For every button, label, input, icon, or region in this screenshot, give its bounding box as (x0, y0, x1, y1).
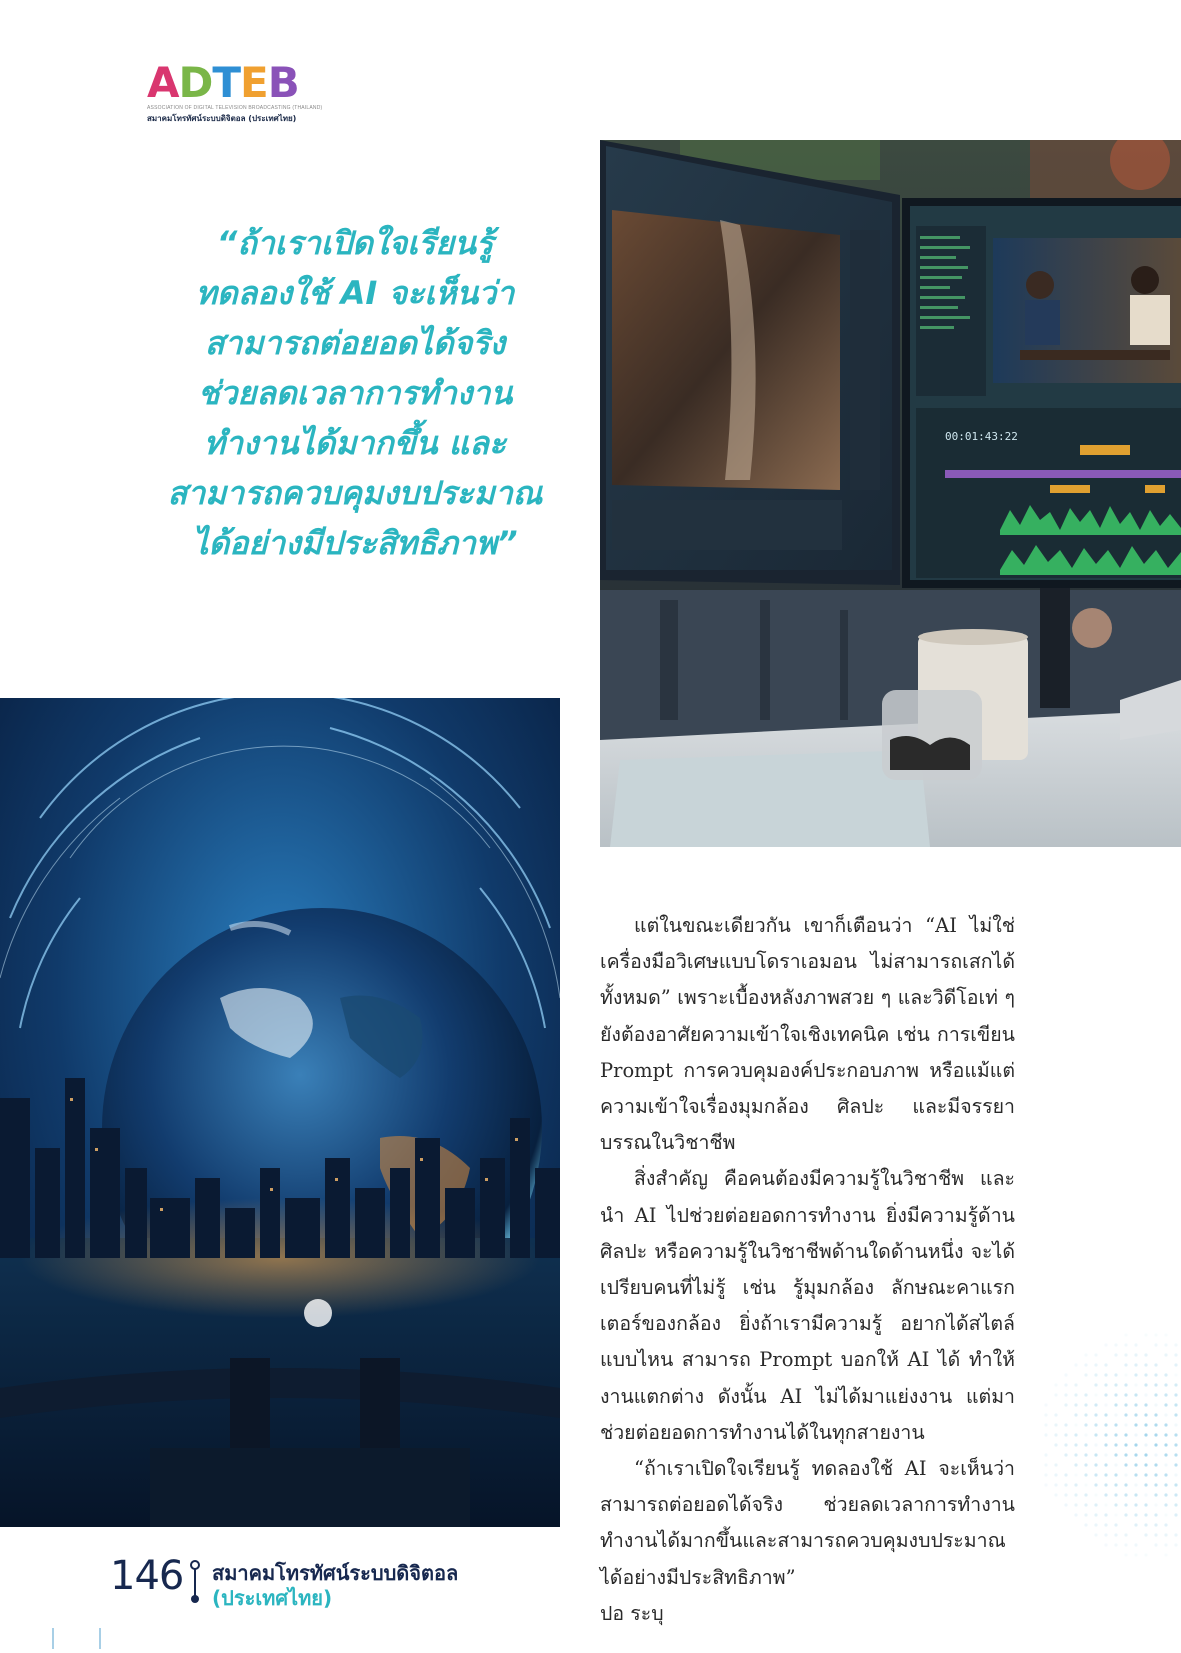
decorative-dot (1074, 1433, 1077, 1436)
decorative-dot (1114, 1513, 1117, 1516)
decorative-dot (1094, 1483, 1097, 1486)
adteb-logo (147, 58, 323, 123)
decorative-dot (1114, 1343, 1117, 1346)
decorative-dot (1064, 1423, 1067, 1426)
decorative-dot (1104, 1523, 1107, 1526)
logo-english-line: ASSOCIATION OF DIGITAL TELEVISION BROADCASTING (THAILAND) (147, 105, 323, 111)
decorative-dot (1104, 1403, 1107, 1406)
decorative-dot (1114, 1483, 1117, 1486)
decorative-dot (1134, 1493, 1137, 1496)
body-paragraph-attribution: ปอ ระบุ (600, 1601, 664, 1625)
decorative-dot (1124, 1553, 1127, 1556)
decorative-dot (1154, 1533, 1157, 1536)
decorative-dot (1164, 1383, 1167, 1386)
decorative-dot (1154, 1403, 1157, 1406)
decorative-dot (1154, 1443, 1157, 1446)
decorative-dot (1154, 1363, 1157, 1366)
decorative-dot (1154, 1413, 1157, 1416)
decorative-dot (1094, 1373, 1097, 1376)
decorative-dot (1054, 1423, 1057, 1426)
decorative-dot (1174, 1493, 1177, 1496)
decorative-dot (1124, 1353, 1127, 1356)
decorative-dot (1044, 1463, 1047, 1466)
decorative-dot (1164, 1423, 1167, 1426)
decorative-dot (1124, 1423, 1127, 1426)
decorative-dot (1114, 1463, 1117, 1466)
decorative-dot (1174, 1363, 1177, 1366)
decorative-dot (1124, 1383, 1127, 1386)
futuristic-globe-city-illustration (0, 698, 560, 1527)
decorative-dot (1054, 1443, 1057, 1446)
decorative-dot (1114, 1403, 1117, 1406)
decorative-dot (1164, 1393, 1167, 1396)
decorative-dot (1054, 1433, 1057, 1436)
decorative-dot (1104, 1463, 1107, 1466)
decorative-dot (1134, 1373, 1137, 1376)
decorative-dot (1154, 1333, 1157, 1336)
decorative-dot (1094, 1533, 1097, 1536)
decorative-dot (1044, 1403, 1047, 1406)
pull-quote-line: สามารถควบคุมงบประมาณ (167, 474, 543, 512)
decorative-dot (1104, 1373, 1107, 1376)
decorative-dot (1094, 1413, 1097, 1416)
decorative-dot (1164, 1543, 1167, 1546)
decorative-dot (1084, 1503, 1087, 1506)
decorative-dot (1134, 1503, 1137, 1506)
decorative-dot (1064, 1383, 1067, 1386)
decorative-dot (1164, 1513, 1167, 1516)
decorative-dot (1174, 1503, 1177, 1506)
decorative-dot (1164, 1373, 1167, 1376)
decorative-dot (1114, 1393, 1117, 1396)
logo-wordmark (147, 58, 307, 107)
decorative-dot (1064, 1503, 1067, 1506)
decorative-dot (1094, 1403, 1097, 1406)
decorative-dot (1084, 1483, 1087, 1486)
decorative-dot (1154, 1483, 1157, 1486)
decorative-dot (1174, 1533, 1177, 1536)
decorative-dot (1164, 1353, 1167, 1356)
decorative-dot (1174, 1393, 1177, 1396)
body-paragraph: “ถ้าเราเปิดใจเรียนรู้ ทดลองใช้ AI จะเห็นว่าสามารถต่อยอดได้จริง ช่วยลดเวลาการทำงาน ทำงานได้มากขึ้นและสามารถควบคุมงบประมาณได้อย่างมีประสิทธิภาพ” (600, 1457, 1015, 1589)
decorative-dot (1074, 1413, 1077, 1416)
decorative-dot (1174, 1483, 1177, 1486)
body-paragraph: สิ่งสำคัญ คือคนต้องมีความรู้ในวิชาชีพ และนำ AI ไปช่วยต่อยอดการทำงาน ยิ่งมีความรู้ด้านศิลปะ หรือความรู้ในวิชาชีพด้านใดด้านหนึ่ง จะได้เปรียบคนที่ไม่รู้ เช่น รู้มุมกล้อง ลักษณะคาแรกเตอร์ของกล้อง ยิ่งถ้าเรามีความรู้ อยากได้สไตล์แบบไหน สามารถ Prompt บอกให้ AI ได้ ทำให้งานแตกต่าง ดังนั้น AI ไม่ได้มาแย่งงาน แต่มาช่วยต่อยอดการทำงานได้ในทุกสายงาน (600, 1167, 1015, 1444)
decorative-dot (1064, 1483, 1067, 1486)
decorative-dot (1144, 1353, 1147, 1356)
decorative-dot (1144, 1423, 1147, 1426)
decorative-dot (1094, 1393, 1097, 1396)
decorative-dot (1064, 1373, 1067, 1376)
decorative-dot (1124, 1333, 1127, 1336)
decorative-dot (1144, 1363, 1147, 1366)
decorative-dot (1074, 1483, 1077, 1486)
decorative-dot (1144, 1383, 1147, 1386)
logo-letter: D (178, 58, 213, 107)
decorative-dot (1104, 1413, 1107, 1416)
body-paragraph: แต่ในขณะเดียวกัน เขาก็เตือนว่า “AI ไม่ใช่เครื่องมือวิเศษแบบโดราเอมอน ไม่สามารถเสกได้ทั้งหมด” เพราะเบื้องหลังภาพสวย ๆ และวิดีโอเท่ ๆ ยังต้องอาศัยความเข้าใจเชิงเทคนิค เช่น การเขียน Prompt การควบคุมองค์ประกอบภาพ หรือแม้แต่ความเข้าใจเรื่องมุมกล้อง ศิลปะ และมีจรรยาบรรณในวิชาชีพ (600, 914, 1015, 1155)
decorative-dot (1114, 1383, 1117, 1386)
decorative-dot (1064, 1393, 1067, 1396)
decorative-dot (1164, 1483, 1167, 1486)
decorative-dot (1104, 1493, 1107, 1496)
decorative-dot (1074, 1443, 1077, 1446)
decorative-dot (1114, 1493, 1117, 1496)
decorative-dot (1114, 1503, 1117, 1506)
decorative-dot (1144, 1513, 1147, 1516)
pull-quote-line: ช่วยลดเวลาการทำงาน (197, 374, 513, 412)
dot-grid (1041, 1290, 1181, 1590)
decorative-dot (1174, 1513, 1177, 1516)
decorative-dot (1164, 1333, 1167, 1336)
decorative-dot (1104, 1473, 1107, 1476)
decorative-dot (1094, 1453, 1097, 1456)
decorative-dot (1094, 1423, 1097, 1426)
decorative-dot (1084, 1403, 1087, 1406)
decorative-dot (1174, 1433, 1177, 1436)
pull-quote-line: “ถ้าเราเปิดใจเรียนรู้ (216, 224, 494, 262)
timecode-readout: 00:01:43:22 (945, 430, 1018, 443)
decorative-dot (1144, 1453, 1147, 1456)
bottom-tick-marks (50, 1628, 110, 1649)
decorative-dot (1144, 1493, 1147, 1496)
decorative-dot (1124, 1443, 1127, 1446)
logo-thai-line: สมาคมโทรทัศน์ระบบดิจิตอล (ประเทศไทย) (147, 114, 297, 123)
decorative-dot (1174, 1443, 1177, 1446)
decorative-dot (1174, 1423, 1177, 1426)
decorative-dot (1144, 1483, 1147, 1486)
decorative-dot (1114, 1453, 1117, 1456)
decorative-dot (1084, 1393, 1087, 1396)
decorative-dot-pattern (1041, 1290, 1181, 1590)
decorative-dot (1144, 1403, 1147, 1406)
footer-pin-icon (188, 1560, 202, 1604)
decorative-dot (1094, 1443, 1097, 1446)
decorative-dot (1084, 1493, 1087, 1496)
decorative-dot (1144, 1523, 1147, 1526)
decorative-dot (1134, 1543, 1137, 1546)
decorative-dot (1144, 1473, 1147, 1476)
decorative-dot (1114, 1533, 1117, 1536)
decorative-dot (1094, 1363, 1097, 1366)
decorative-dot (1174, 1463, 1177, 1466)
decorative-dot (1074, 1493, 1077, 1496)
decorative-dot (1164, 1503, 1167, 1506)
pull-quote (135, 218, 575, 568)
decorative-dot (1044, 1483, 1047, 1486)
decorative-dot (1084, 1433, 1087, 1436)
decorative-dot (1124, 1463, 1127, 1466)
decorative-dot (1104, 1343, 1107, 1346)
decorative-dot (1124, 1513, 1127, 1516)
decorative-dot (1124, 1403, 1127, 1406)
decorative-dot (1144, 1413, 1147, 1416)
decorative-dot (1134, 1363, 1137, 1366)
decorative-dot (1094, 1463, 1097, 1466)
decorative-dot (1174, 1413, 1177, 1416)
decorative-dot (1124, 1543, 1127, 1546)
decorative-dot (1054, 1383, 1057, 1386)
decorative-dot (1094, 1473, 1097, 1476)
decorative-dot (1164, 1443, 1167, 1446)
decorative-dot (1134, 1463, 1137, 1466)
decorative-dot (1104, 1363, 1107, 1366)
decorative-dot (1134, 1413, 1137, 1416)
decorative-dot (1044, 1423, 1047, 1426)
decorative-dot (1124, 1343, 1127, 1346)
decorative-dot (1134, 1343, 1137, 1346)
decorative-dot (1134, 1353, 1137, 1356)
decorative-dot (1114, 1373, 1117, 1376)
decorative-dot (1154, 1473, 1157, 1476)
decorative-dot (1104, 1433, 1107, 1436)
decorative-dot (1174, 1473, 1177, 1476)
decorative-dot (1124, 1493, 1127, 1496)
decorative-dot (1104, 1513, 1107, 1516)
decorative-dot (1094, 1383, 1097, 1386)
decorative-dot (1094, 1493, 1097, 1496)
decorative-dot (1144, 1443, 1147, 1446)
decorative-dot (1114, 1423, 1117, 1426)
decorative-dot (1074, 1463, 1077, 1466)
decorative-dot (1074, 1513, 1077, 1516)
decorative-dot (1124, 1373, 1127, 1376)
decorative-dot (1084, 1413, 1087, 1416)
decorative-dot (1074, 1503, 1077, 1506)
decorative-dot (1044, 1473, 1047, 1476)
decorative-dot (1154, 1343, 1157, 1346)
decorative-dot (1124, 1533, 1127, 1536)
decorative-dot (1114, 1353, 1117, 1356)
decorative-dot (1104, 1543, 1107, 1546)
decorative-dot (1074, 1423, 1077, 1426)
decorative-dot (1134, 1433, 1137, 1436)
decorative-dot (1174, 1543, 1177, 1546)
decorative-dot (1094, 1503, 1097, 1506)
decorative-dot (1104, 1383, 1107, 1386)
decorative-dot (1084, 1373, 1087, 1376)
decorative-dot (1084, 1463, 1087, 1466)
decorative-dot (1144, 1393, 1147, 1396)
workstation-illustration (600, 140, 1181, 847)
decorative-dot (1174, 1353, 1177, 1356)
decorative-dot (1104, 1503, 1107, 1506)
decorative-dot (1144, 1533, 1147, 1536)
decorative-dot (1134, 1473, 1137, 1476)
decorative-dot (1084, 1453, 1087, 1456)
decorative-dot (1154, 1513, 1157, 1516)
decorative-dot (1074, 1453, 1077, 1456)
decorative-dot (1154, 1493, 1157, 1496)
decorative-dot (1164, 1403, 1167, 1406)
logo-letter: T (212, 58, 241, 107)
decorative-dot (1144, 1373, 1147, 1376)
decorative-dot (1114, 1523, 1117, 1526)
decorative-dot (1154, 1463, 1157, 1466)
decorative-dot (1174, 1373, 1177, 1376)
decorative-dot (1164, 1553, 1167, 1556)
decorative-dot (1074, 1403, 1077, 1406)
globe-illustration (0, 698, 560, 1527)
pull-quote-line: สามารถต่อยอดได้จริง (204, 324, 506, 362)
decorative-dot (1084, 1513, 1087, 1516)
decorative-dot (1154, 1543, 1157, 1546)
decorative-dot (1064, 1443, 1067, 1446)
decorative-dot (1064, 1493, 1067, 1496)
decorative-dot (1134, 1403, 1137, 1406)
decorative-dot (1134, 1383, 1137, 1386)
decorative-dot (1084, 1523, 1087, 1526)
page-number: 146 (110, 1553, 184, 1599)
decorative-dot (1104, 1453, 1107, 1456)
decorative-dot (1074, 1363, 1077, 1366)
decorative-dot (1134, 1423, 1137, 1426)
decorative-dot (1154, 1373, 1157, 1376)
decorative-dot (1044, 1433, 1047, 1436)
pull-quote-line: ทำงานได้มากขึ้น และ (203, 424, 507, 462)
decorative-dot (1144, 1503, 1147, 1506)
decorative-dot (1044, 1453, 1047, 1456)
decorative-dot (1134, 1483, 1137, 1486)
decorative-dot (1134, 1443, 1137, 1446)
decorative-dot (1124, 1453, 1127, 1456)
decorative-dot (1054, 1483, 1057, 1486)
decorative-dot (1094, 1523, 1097, 1526)
decorative-dot (1054, 1473, 1057, 1476)
decorative-dot (1124, 1503, 1127, 1506)
decorative-dot (1114, 1543, 1117, 1546)
decorative-dot (1154, 1393, 1157, 1396)
decorative-dot (1134, 1553, 1137, 1556)
decorative-dot (1144, 1333, 1147, 1336)
decorative-dot (1124, 1433, 1127, 1436)
decorative-dot (1164, 1413, 1167, 1416)
decorative-dot (1094, 1433, 1097, 1436)
decorative-dot (1054, 1393, 1057, 1396)
decorative-dot (1074, 1393, 1077, 1396)
decorative-dot (1064, 1453, 1067, 1456)
decorative-dot (1144, 1463, 1147, 1466)
decorative-dot (1124, 1483, 1127, 1486)
logo-letter: A (147, 58, 179, 107)
decorative-dot (1084, 1473, 1087, 1476)
decorative-dot (1164, 1463, 1167, 1466)
decorative-dot (1084, 1423, 1087, 1426)
decorative-dot (1084, 1443, 1087, 1446)
decorative-dot (1094, 1513, 1097, 1516)
decorative-dot (1084, 1363, 1087, 1366)
decorative-dot (1144, 1553, 1147, 1556)
decorative-dot (1064, 1403, 1067, 1406)
decorative-dot (1174, 1343, 1177, 1346)
decorative-dot (1144, 1433, 1147, 1436)
logo-letter: B (267, 58, 299, 107)
decorative-dot (1174, 1453, 1177, 1456)
decorative-dot (1104, 1483, 1107, 1486)
decorative-dot (1164, 1343, 1167, 1346)
logo-letter: E (240, 58, 268, 107)
decorative-dot (1054, 1463, 1057, 1466)
decorative-dot (1154, 1523, 1157, 1526)
decorative-dot (1174, 1403, 1177, 1406)
decorative-dot (1154, 1433, 1157, 1436)
decorative-dot (1154, 1423, 1157, 1426)
decorative-dot (1064, 1473, 1067, 1476)
video-editing-workstation-photo (600, 140, 1181, 847)
decorative-dot (1124, 1363, 1127, 1366)
footer-subtitle: (ประเทศไทย) (212, 1586, 333, 1610)
decorative-dot (1164, 1493, 1167, 1496)
decorative-dot (1114, 1443, 1117, 1446)
decorative-dot (1114, 1433, 1117, 1436)
decorative-dot (1104, 1533, 1107, 1536)
decorative-dot (1124, 1393, 1127, 1396)
decorative-dot (1104, 1393, 1107, 1396)
decorative-dot (1044, 1413, 1047, 1416)
decorative-dot (1124, 1413, 1127, 1416)
decorative-dot (1054, 1413, 1057, 1416)
decorative-dot (1164, 1533, 1167, 1536)
article-body (600, 908, 1015, 1632)
decorative-dot (1114, 1473, 1117, 1476)
decorative-dot (1154, 1383, 1157, 1386)
decorative-dot (1164, 1453, 1167, 1456)
decorative-dot (1064, 1433, 1067, 1436)
decorative-dot (1074, 1383, 1077, 1386)
decorative-dot (1124, 1473, 1127, 1476)
decorative-dot (1104, 1443, 1107, 1446)
decorative-dot (1154, 1503, 1157, 1506)
decorative-dot (1104, 1423, 1107, 1426)
decorative-dot (1134, 1513, 1137, 1516)
decorative-dot (1054, 1493, 1057, 1496)
decorative-dot (1084, 1353, 1087, 1356)
decorative-dot (1154, 1453, 1157, 1456)
pull-quote-line: ทดลองใช้ AI จะเห็นว่า (195, 274, 515, 312)
pull-quote-line: ได้อย่างมีประสิทธิภาพ” (192, 524, 518, 562)
decorative-dot (1114, 1413, 1117, 1416)
footer-title: สมาคมโทรทัศน์ระบบดิจิตอล (212, 1561, 459, 1585)
decorative-dot (1164, 1473, 1167, 1476)
decorative-dot (1164, 1433, 1167, 1436)
decorative-dot (1134, 1393, 1137, 1396)
decorative-dot (1134, 1523, 1137, 1526)
decorative-dot (1174, 1383, 1177, 1386)
decorative-dot (1164, 1523, 1167, 1526)
decorative-dot (1134, 1453, 1137, 1456)
decorative-dot (1094, 1353, 1097, 1356)
decorative-dot (1074, 1473, 1077, 1476)
